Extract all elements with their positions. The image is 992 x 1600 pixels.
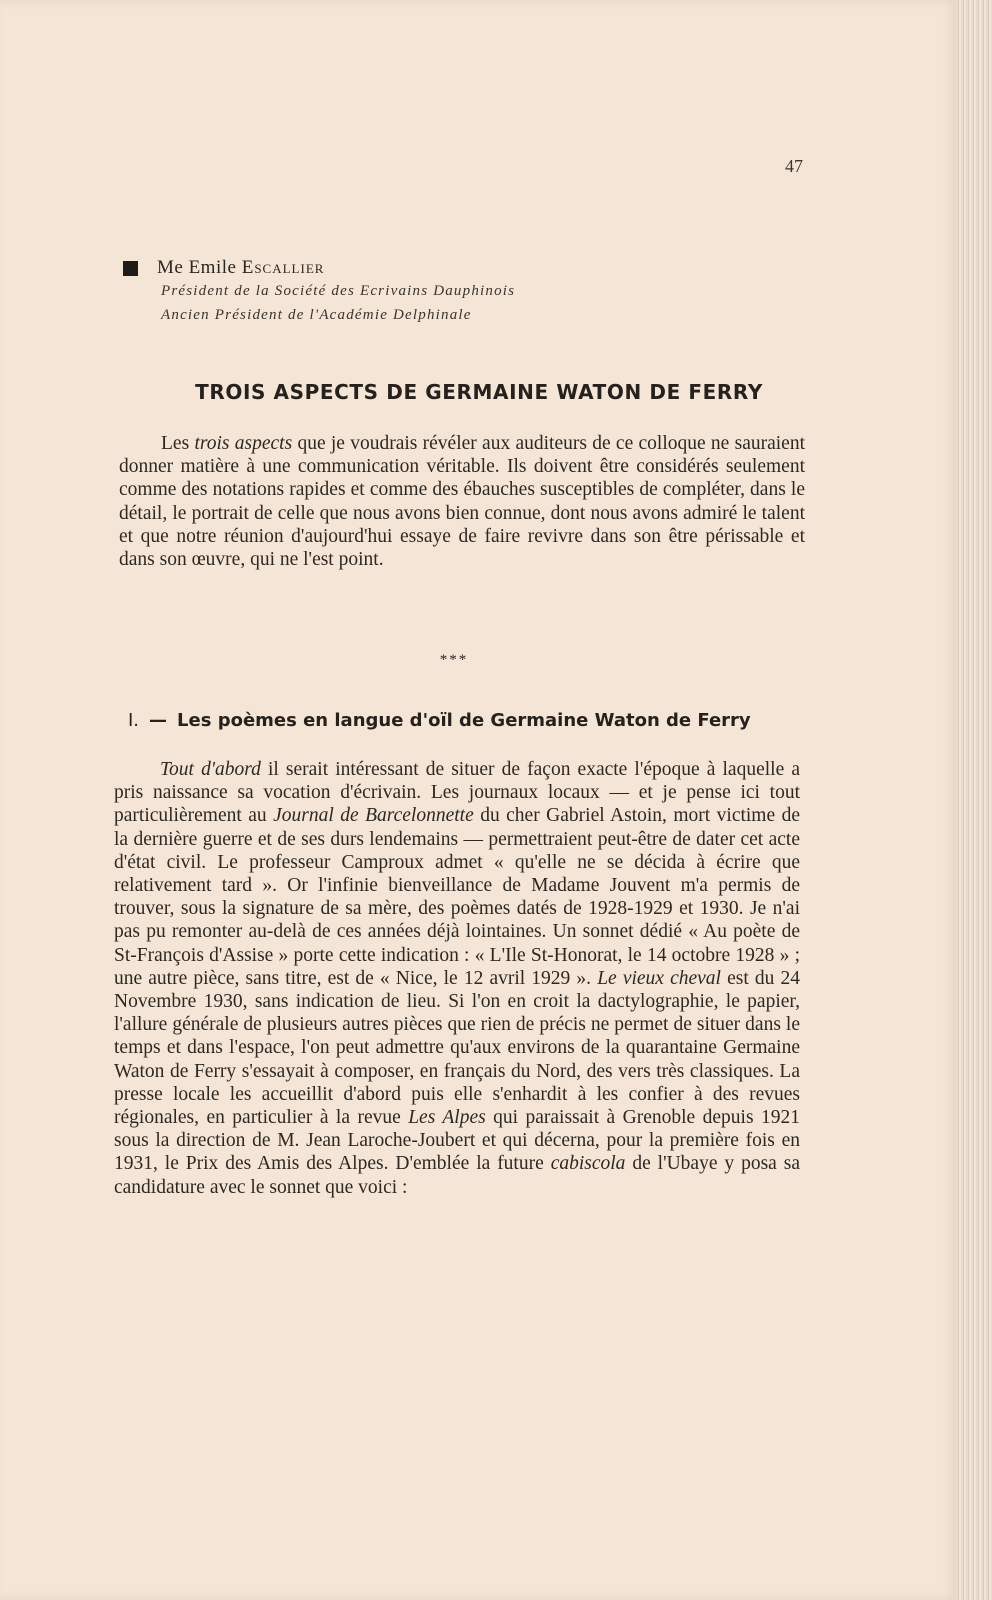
section-separator: *** <box>439 652 469 668</box>
body-italic-journal: Journal de Barcelonnette <box>273 805 474 827</box>
intro-rest: que je voudrais révéler aux auditeurs de ce colloque ne sauraient donner matière à une communication véritable. Ils doivent être considérés seulement comme des notations rapides et comme des ébauches susceptibles de compléter, dans le détail, le portrait de celle que nous avons bien connue, dont nous avons admiré le talent et que notre réunion d'aujourd'hui essaye de faire revivre dans son être périssable et dans son œuvre, qui ne l'est point. <box>119 433 805 571</box>
body-italic-poem: Le vieux cheval <box>597 967 721 989</box>
section-number: I. <box>128 710 140 731</box>
body-span-4: du cher Gabriel Astoin, mort victime de la dernière guerre et de ses durs lendemains — permettraient peut-être de dater cet acte d'état civil. Le professeur Camproux admet « qu'elle ne se décida à écrire que relativement tard ». Or l'infinie bienveillance de Madame Jouvent m'a permis de trouver, sous la signature de sa mère, des poèmes datés de 1928-1929 et 1930. Je n'ai pas pu remonter au-delà de ces années déjà lointaines. Un sonnet dédié « Au poète de St-François d'Assise » porte cette indication : « L'Ile St-Honorat, le 14 octobre 1928 » ; une autre pièce, sans titre, est de « Nice, le 12 avril 1929 ». <box>114 805 800 989</box>
section-dash: — <box>149 710 168 731</box>
article-title: TROIS ASPECTS DE GERMAINE WATON DE FERRY <box>195 380 763 404</box>
author-block <box>123 257 515 327</box>
body-span-10: de l'Ubaye y posa sa candidature avec le sonnet que voici : <box>114 1153 801 1198</box>
author-affiliation-2: Ancien Président de l'Académie Delphinale <box>161 307 472 323</box>
body-text <box>114 758 800 1199</box>
page-number: 47 <box>785 156 803 176</box>
body-paragraph <box>114 758 800 1199</box>
body-span-8: qui paraissait à Grenoble depuis 1921 sous la direction de M. Jean Laroche-Joubert et qui décerna, pour la première fois en 1931, le Prix des Amis des Alpes. D'emblée la future <box>114 1107 800 1175</box>
body-span-6: est du 24 Novembre 1930, sans indication de lieu. Si l'on en croit la dactylographie, le papier, l'allure générale de plusieurs autres pièces que rien de précis ne permet de situer dans le temps et dans l'espace, l'on peut admettre qu'aux environs de la quarantaine Germaine Waton de Ferry s'essayait à composer, en français du Nord, des vers très classiques. La presse locale les accueillit d'abord puis elle s'enhardit à les confier à des revues régionales, en particulier à la revue <box>114 967 800 1129</box>
body-span-2: il serait intéressant de situer de façon exacte l'époque à laquelle a pris naissance sa vocation d'écrivain. Les journaux locaux — et je pense ici tout particulièrement au <box>114 759 800 827</box>
author-affiliation-1: Président de la Société des Ecrivains Dauphinois <box>161 283 516 299</box>
author-prefix: Me <box>157 257 184 278</box>
intro-text <box>119 432 805 571</box>
author-line <box>123 257 515 279</box>
body-italic-1: Tout d'abord <box>160 759 261 780</box>
body-italic-revue: Les Alpes <box>408 1107 486 1129</box>
section-title: Les poèmes en langue d'oïl de Germaine Waton de Ferry <box>177 710 751 731</box>
author-last-name: Escallier <box>241 257 325 278</box>
section-heading <box>128 710 751 731</box>
intro-lead: Les <box>161 433 195 454</box>
author-name <box>157 257 324 279</box>
square-bullet-icon <box>123 261 138 276</box>
body-italic-cabiscola: cabiscola <box>550 1153 626 1175</box>
intro-italic: trois aspects <box>194 433 293 454</box>
intro-paragraph <box>119 432 805 571</box>
author-first-name: Emile <box>188 257 237 278</box>
page-edges <box>956 0 992 1600</box>
